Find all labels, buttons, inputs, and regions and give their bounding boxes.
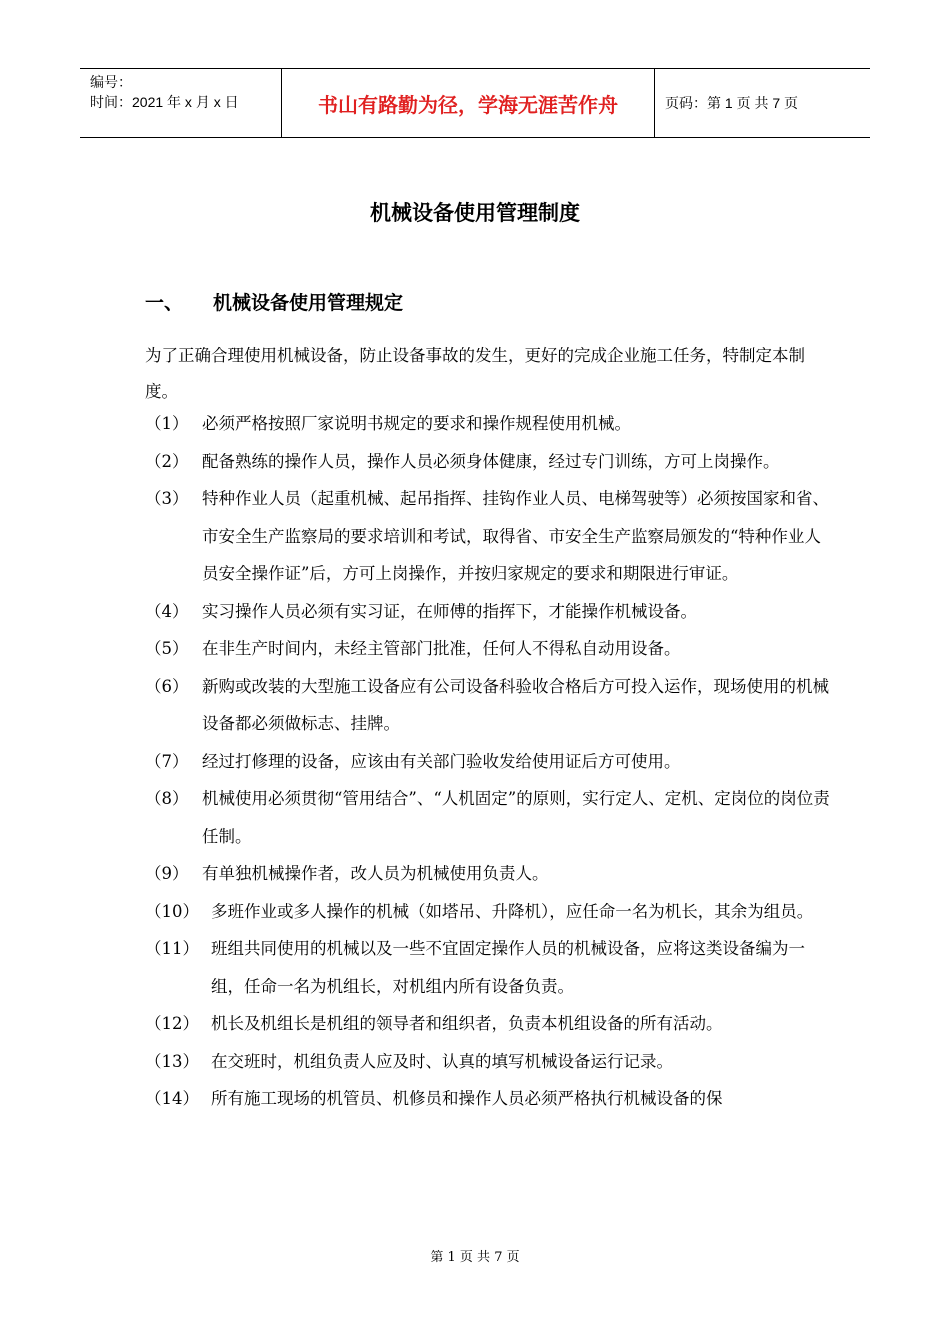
item-label: （14） xyxy=(145,1089,199,1108)
list-item xyxy=(145,668,835,743)
section-heading xyxy=(145,288,403,315)
item-text: 经过打修理的设备，应该由有关部门验收发给使用证后方可使用。 xyxy=(202,751,681,771)
item-label: （6） xyxy=(145,676,189,696)
item-label: （11） xyxy=(145,939,199,958)
list-item xyxy=(145,480,835,593)
list-item xyxy=(145,443,835,481)
date-label: 时间：2021 年 x 月 x 日 xyxy=(90,94,239,110)
list-item xyxy=(145,593,835,631)
item-label: （12） xyxy=(145,1014,199,1033)
item-text: 在非生产时间内，未经主管部门批准，任何人不得私自动用设备。 xyxy=(202,639,681,658)
item-text: 机械使用必须贯彻“管用结合”、“人机固定”的原则，实行定人、定机、定岗位的岗位责任制。 xyxy=(202,789,830,846)
list-item xyxy=(145,1080,835,1118)
item-label: （9） xyxy=(145,864,189,883)
item-label: （7） xyxy=(145,751,189,771)
item-text: 特种作业人员（起重机械、起吊指挥、挂钩作业人员、电梯驾驶等）必须按国家和省、市安全生产监察局的要求培训和考试，取得省、市安全生产监察局颁发的“特种作业人员安全操作证”后，方可上岗操作，并按归家规定的要求和期限进行审证。 xyxy=(202,489,829,583)
list-item xyxy=(145,1005,835,1043)
section-number: 一、 xyxy=(145,292,184,314)
section-title: 机械设备使用管理规定 xyxy=(213,292,404,314)
list-item xyxy=(145,630,835,668)
item-text: 必须严格按照厂家说明书规定的要求和操作规程使用机械。 xyxy=(202,414,631,433)
item-label: （4） xyxy=(145,601,189,621)
item-label: （13） xyxy=(145,1051,199,1071)
header-motto: 书山有路勤为径，学海无涯苦作舟 xyxy=(282,69,655,137)
item-text: 新购或改装的大型施工设备应有公司设备科验收合格后方可投入运作，现场使用的机械设备都必须做标志、挂牌。 xyxy=(202,676,829,733)
list-item xyxy=(145,893,835,931)
item-text: 有单独机械操作者，改人员为机械使用负责人。 xyxy=(202,864,549,883)
rules-list xyxy=(145,405,835,1118)
item-text: 在交班时，机组负责人应及时、认真的填写机械设备运行记录。 xyxy=(211,1051,673,1071)
item-label: （10） xyxy=(145,901,199,921)
list-item xyxy=(145,780,835,855)
list-item xyxy=(145,1043,835,1081)
item-text: 实习操作人员必须有实习证，在师傅的指挥下，才能操作机械设备。 xyxy=(202,601,697,621)
item-text: 配备熟练的操作人员，操作人员必须身体健康，经过专门训练，方可上岗操作。 xyxy=(202,451,780,471)
item-text: 多班作业或多人操作的机械（如塔吊、升降机），应任命一名为机长，其余为组员。 xyxy=(211,901,814,921)
item-text: 班组共同使用的机械以及一些不宜固定操作人员的机械设备，应将这类设备编为一组，任命一名为机组长，对机组内所有设备负责。 xyxy=(211,939,805,996)
list-item xyxy=(145,930,835,1005)
item-label: （3） xyxy=(145,489,189,508)
number-label: 编号： xyxy=(90,74,132,90)
list-item xyxy=(145,405,835,443)
item-text: 机长及机组长是机组的领导者和组织者，负责本机组设备的所有活动。 xyxy=(211,1014,723,1033)
document-title: 机械设备使用管理制度 xyxy=(370,201,580,225)
header-page-info: 页码：第 1 页 共 7 页 xyxy=(665,95,799,111)
item-text: 所有施工现场的机管员、机修员和操作人员必须严格执行机械设备的保 xyxy=(211,1089,723,1108)
list-item xyxy=(145,855,835,893)
intro-paragraph: 为了正确合理使用机械设备，防止设备事故的发生，更好的完成企业施工任务，特制定本制度。 xyxy=(145,346,805,401)
item-label: （8） xyxy=(145,789,189,808)
item-label: （5） xyxy=(145,639,189,658)
page-footer: 第 1 页 共 7 页 xyxy=(430,1250,520,1265)
item-label: （1） xyxy=(145,414,189,433)
list-item xyxy=(145,743,835,781)
header-table xyxy=(80,68,870,138)
item-label: （2） xyxy=(145,451,189,471)
header-left-cell xyxy=(80,69,282,137)
